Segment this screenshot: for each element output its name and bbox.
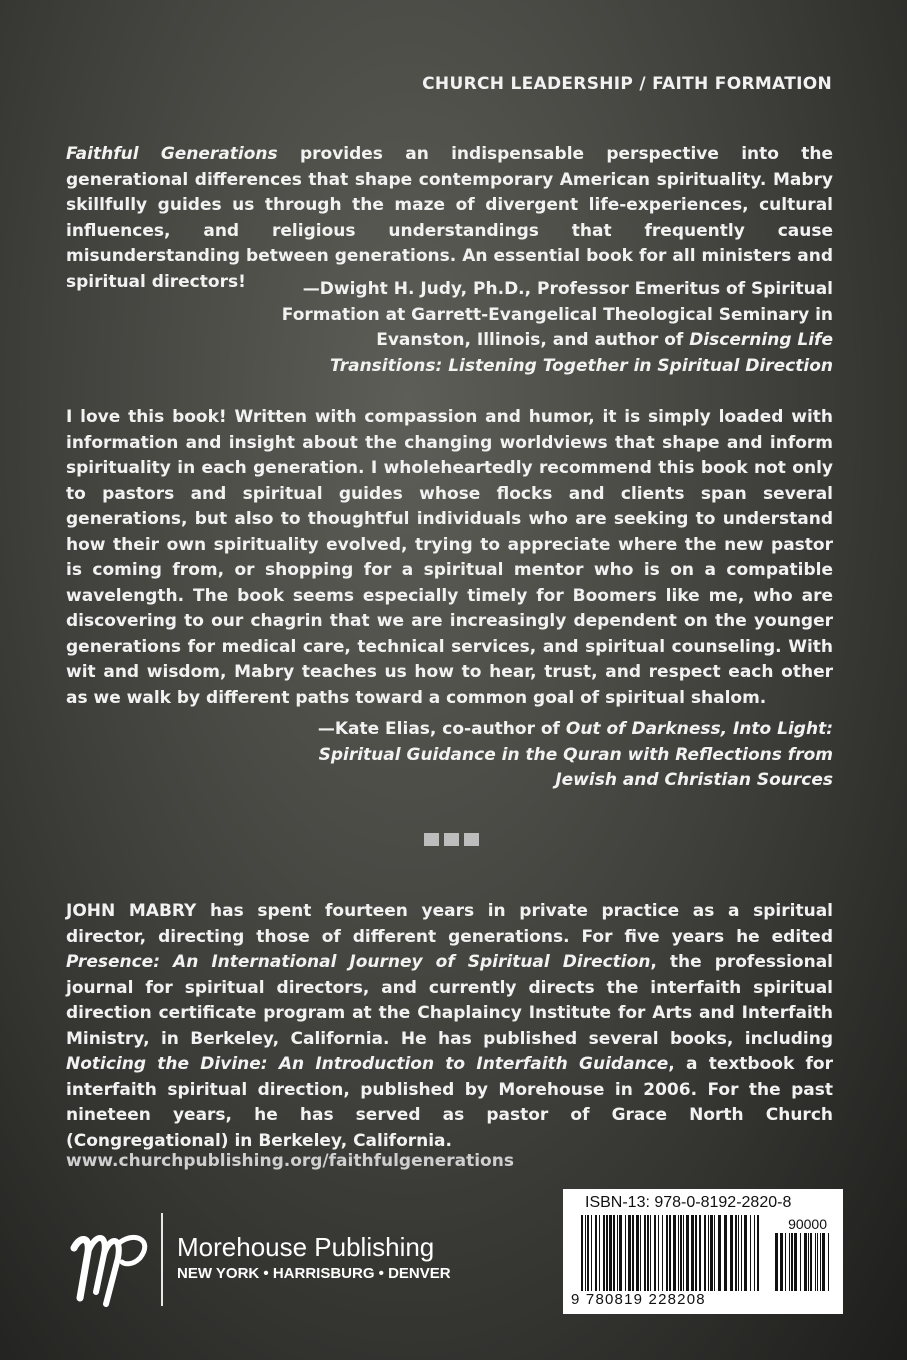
barcode-bar — [738, 1215, 739, 1291]
bio-text-2: , the professional journal for spiritual directors, and currently directs the interfaith spiritual direction certificate program at the Chaplaincy Institute for Arts and Interfaith Ministry, in Berkeley, California. He has published several books, including — [66, 952, 833, 1049]
endorsement-2-attribution — [313, 717, 833, 794]
barcode-bar — [754, 1215, 755, 1291]
barcode-bar — [780, 1233, 783, 1291]
barcode-bar — [817, 1233, 818, 1291]
barcode-bar — [650, 1215, 651, 1291]
barcode-bar — [606, 1215, 608, 1291]
category-label: CHURCH LEADERSHIP / FAITH FORMATION — [422, 74, 832, 94]
divider-square-icon — [424, 833, 439, 846]
barcode-bar — [619, 1215, 622, 1291]
logo-divider — [161, 1213, 163, 1306]
bio-text-1: JOHN MABRY has spent fourteen years in private practice as a spiritual director, directing those of different generations. For five years he edited — [66, 901, 833, 947]
barcode-bar — [647, 1215, 649, 1291]
barcode-bar — [625, 1215, 626, 1291]
barcode-bar — [714, 1215, 715, 1291]
barcode-bar — [680, 1215, 682, 1291]
barcode-bar — [654, 1215, 656, 1291]
barcode-bar — [794, 1233, 797, 1291]
barcode-bar — [603, 1215, 605, 1291]
barcode-bar — [581, 1215, 583, 1291]
barcode-bars — [581, 1215, 761, 1291]
barcode-bar — [636, 1215, 639, 1291]
barcode-bar — [640, 1215, 641, 1291]
endorsement-2-text: I love this book! Written with compassion and humor, it is simply loaded with information and insight about the changing worldviews that shape and inform spirituality in each generation. I wholeheartedly recommend this book not only to pastors and spiritual guides whose flocks and clients span several generations, but also to thoughtful individuals who are seeking to understand how their own spirituality evolved, trying to appreciate where the new pastor is coming from, or shopping for a spiritual mentor who is on a compatible wavelength. The book seems especially timely for Boomers like me, who are discovering to our chagrin that we are increasingly dependent on the younger generations for medical care, technical services, and spiritual counseling. With wit and wisdom, Mabry teaches us how to hear, trust, and respect each other as we walk by different paths toward a common goal of spiritual shalom. — [66, 407, 833, 708]
barcode-bar — [750, 1215, 751, 1291]
website-url: www.churchpublishing.org/faithfulgenerations — [66, 1151, 514, 1171]
barcode-bar — [658, 1215, 659, 1291]
barcode-bar — [595, 1215, 597, 1291]
barcode-bar — [718, 1215, 721, 1291]
isbn-label: ISBN-13: 978-0-8192-2820-8 — [585, 1194, 792, 1211]
barcode-bar — [804, 1233, 807, 1291]
barcode-bar — [686, 1215, 689, 1291]
barcode-bar — [632, 1215, 634, 1291]
price-code: 90000 — [788, 1216, 827, 1232]
barcode-bar — [708, 1215, 709, 1291]
barcode-supplement-bars — [775, 1233, 829, 1291]
attribution-1-title: Discerning Life Transitions: Listening Together in Spiritual Direction — [329, 330, 833, 376]
barcode-bar — [800, 1233, 801, 1291]
attribution-1-text: —Dwight H. Judy, Ph.D., Professor Emeritus of Spiritual Formation at Garrett-Evangelical Theological Seminary in Evanston, Illinois, and author of — [281, 279, 833, 350]
bio-text-3: , a textbook for interfaith spiritual direction, published by Morehouse in 2006. For the past nineteen years, he has served as pastor of Grace North Church (Congregational) in Berkeley, California. — [66, 1054, 833, 1151]
barcode-bar — [775, 1233, 778, 1291]
endorsement-1-text: provides an indispensable perspective into the generational differences that shape contemporary American spirituality. Mabry skillfully guides us through the maze of divergent life-experiences, cultural influences, and religious understandings that frequently cause misunderstanding between generations. An essential book for all ministers and spiritual directors! — [66, 144, 834, 292]
section-divider — [424, 833, 479, 846]
barcode-bar — [678, 1215, 679, 1291]
barcode-bar — [757, 1215, 759, 1291]
barcode-bar — [666, 1215, 668, 1291]
endorsement-1 — [66, 142, 833, 295]
bio-title-2: Noticing the Divine: An Introduction to Interfaith Guidance — [66, 1054, 669, 1074]
book-title: Faithful Generations — [66, 144, 278, 164]
barcode-bar — [815, 1233, 816, 1291]
barcode-bar — [644, 1215, 646, 1291]
author-bio — [66, 899, 833, 1154]
barcode-bar — [730, 1215, 733, 1291]
divider-square-icon — [444, 833, 459, 846]
attribution-2-title: Out of Darkness, Into Light: Spiritual Guidance in the Quran with Reflections from Jewish and Christian Sources — [318, 719, 833, 790]
barcode-bar — [735, 1215, 737, 1291]
barcode-bar — [810, 1233, 812, 1291]
barcode-bar — [789, 1233, 790, 1291]
barcode-bar — [744, 1215, 747, 1291]
barcode-bar — [683, 1215, 684, 1291]
publisher-name: Morehouse Publishing — [177, 1232, 435, 1262]
barcode-bar — [785, 1233, 786, 1291]
barcode-bar — [820, 1233, 821, 1291]
barcode-bar — [628, 1215, 631, 1291]
barcode-bar — [704, 1215, 706, 1291]
bio-title-1: Presence: An International Journey of Spiritual Direction — [66, 952, 651, 972]
isbn-barcode — [563, 1189, 843, 1314]
barcode-bar — [669, 1215, 671, 1291]
attribution-2-text: —Kate Elias, co-author of — [317, 719, 566, 739]
barcode-bar — [591, 1215, 592, 1291]
mp-logo-icon — [66, 1218, 156, 1308]
barcode-bar — [695, 1215, 697, 1291]
barcode-digits: 9 780819 228208 — [571, 1291, 706, 1308]
barcode-bar — [808, 1233, 809, 1291]
barcode-bar — [673, 1215, 676, 1291]
barcode-bar — [609, 1215, 612, 1291]
barcode-bar — [828, 1233, 829, 1291]
barcode-bar — [662, 1215, 663, 1291]
divider-square-icon — [464, 833, 479, 846]
barcode-bar — [822, 1233, 825, 1291]
barcode-bar — [599, 1215, 600, 1291]
barcode-bar — [699, 1215, 701, 1291]
barcode-bar — [710, 1215, 713, 1291]
endorsement-2 — [66, 405, 833, 711]
barcode-bar — [617, 1215, 618, 1291]
barcode-bar — [587, 1215, 589, 1291]
barcode-bar — [691, 1215, 694, 1291]
publisher-cities: NEW YORK • HARRISBURG • DENVER — [177, 1265, 451, 1282]
barcode-bar — [585, 1215, 586, 1291]
barcode-bar — [741, 1215, 742, 1291]
barcode-bar — [613, 1215, 615, 1291]
barcode-bar — [791, 1233, 793, 1291]
endorsement-1-attribution — [273, 277, 833, 379]
barcode-bar — [724, 1215, 727, 1291]
